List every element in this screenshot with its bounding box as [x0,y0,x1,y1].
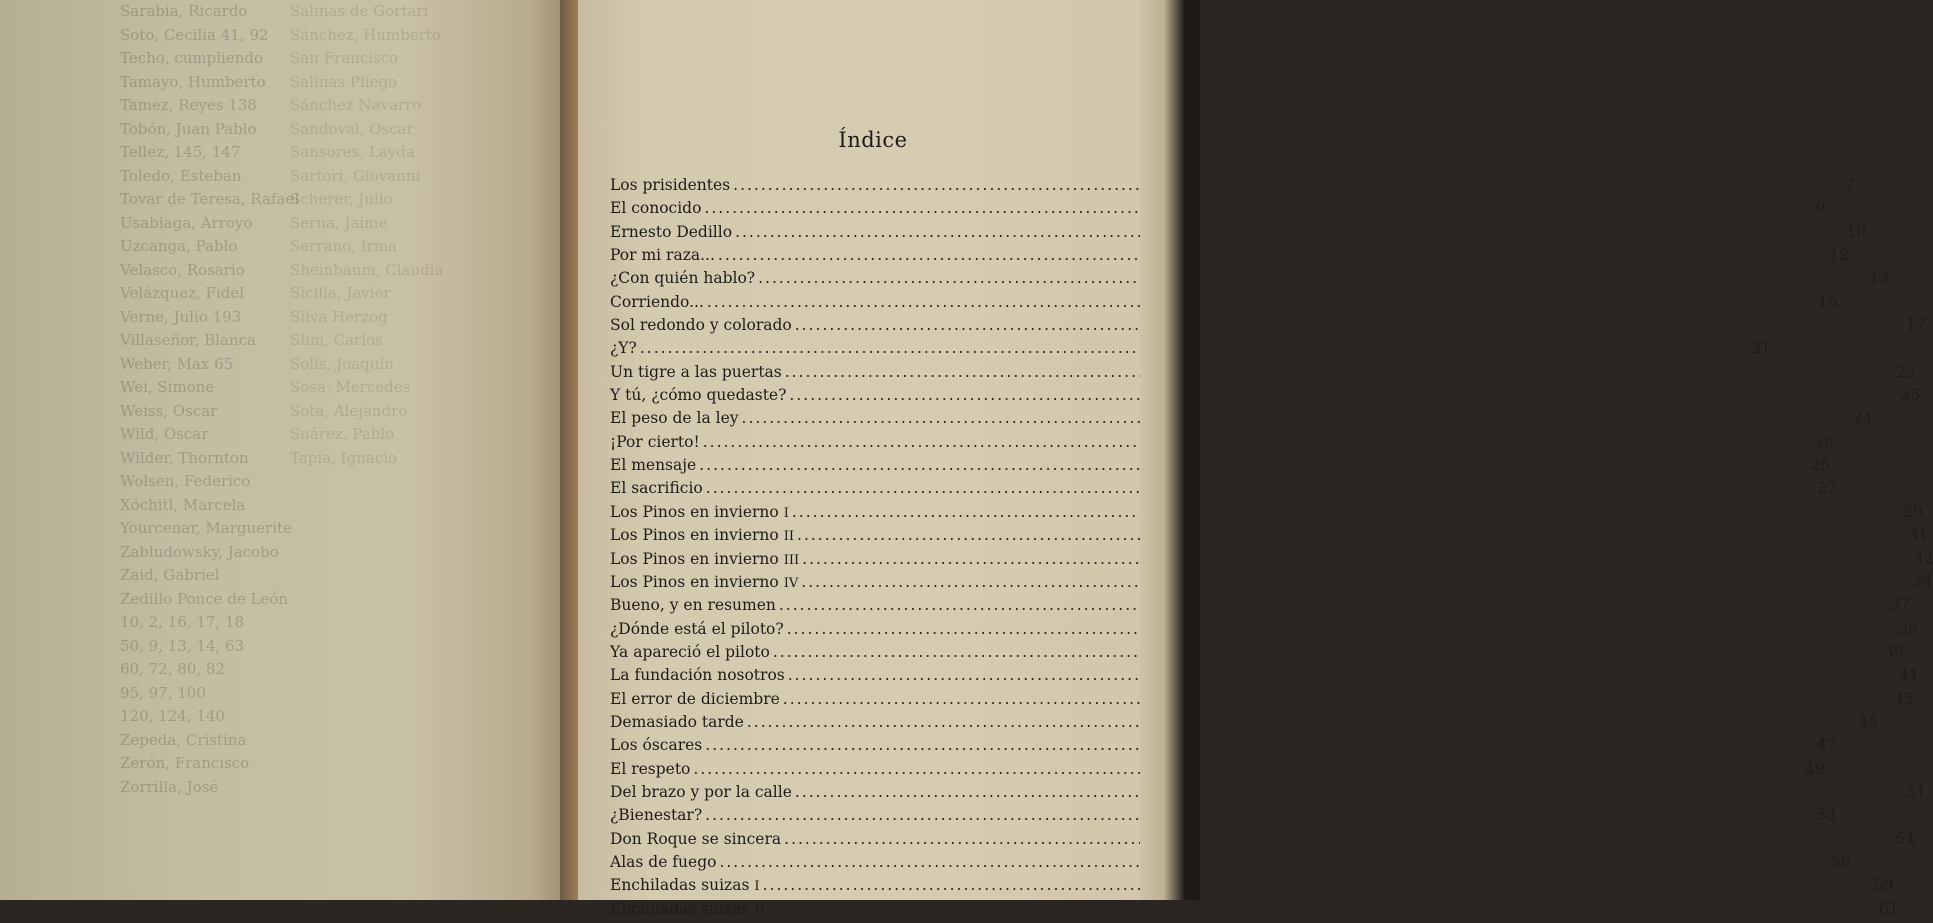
toc-dot-leader [763,876,1871,894]
index-line: Sandoval, Oscar [290,119,414,138]
index-line: Weber, Max 65 [120,354,234,373]
index-line: Wild, Oscar [120,425,209,443]
toc-page-number: 7 [1844,176,1855,194]
toc-entry-title: Los prisidentes [610,176,731,194]
toc-entry-title: ¡Por cierto! [610,432,700,451]
toc-entry [610,222,1867,246]
index-line: 120, 124, 140 [120,707,225,725]
toc-dot-leader [705,736,1813,754]
index-line: Scherer, Julio [290,190,393,208]
index-line: Slim, Carlos [290,331,383,349]
index-line: Zaid, Gabriel [120,566,220,584]
index-line: Xóchitl, Marcela [120,495,246,514]
toc-page-number: 23 [1900,386,1921,405]
index-line: Soto, Cecilia 41, 92 [120,25,269,44]
toc-page-number: 22 [1896,362,1916,381]
index-line: Sansores, Layda [290,143,415,161]
toc-entry-part-number: I [783,505,789,521]
index-line: 50, 9, 13, 14, 63 [120,636,245,655]
toc-dot-leader [784,830,1892,848]
toc-entry [610,852,1851,876]
toc-page-number: 38 [1898,619,1918,638]
toc-entry [610,712,1878,736]
toc-entry [610,572,1933,596]
toc-page-number: 53 [1816,806,1837,825]
toc-entry-title: El sacrificio [610,479,703,498]
toc-entry [610,829,1916,853]
index-line: Wilder, Thornton [120,448,249,467]
toc-entry [610,666,1919,689]
left-index-column-2 [290,0,443,470]
index-line: Sheinbaum, Claudia [290,260,444,279]
toc-dot-leader [779,596,1887,614]
toc-dot-leader [758,269,1866,287]
toc-entry-title: El error de diciembre [610,689,780,708]
toc-dot-leader [795,783,1903,801]
toc-entry-title: Ya apareció el piloto [610,642,770,661]
page-edge [1140,0,1200,900]
index-line: 95, 97, 100 [120,683,206,702]
index-line: Tellez, 145, 147 [120,143,241,161]
toc-dot-leader [742,409,1850,427]
index-line: 60, 72, 80, 82 [120,660,225,678]
toc-page-number: 41 [1899,666,1919,685]
toc-page-number: 26 [1810,456,1831,475]
toc-entry-title: El respeto [610,759,691,778]
index-line: Toledo, Esteban [120,166,242,185]
index-line: Yourcenar, Marguerite [120,519,292,537]
toc-entry [610,386,1921,409]
toc-dot-leader [789,386,1897,404]
index-line: Zedillo Ponce de León [120,589,289,608]
toc-entry-part-number: IV [783,575,799,591]
toc-page-number: 39 [1884,642,1904,661]
toc-entry-title: Los Pinos en invierno [610,549,779,568]
toc-entry [610,642,1904,666]
index-line: Sartori, Giovanni [290,166,421,185]
toc-entry [610,596,1910,619]
toc-entry-title: Don Roque se sincera [610,829,782,848]
toc-page-number: 34 [1912,572,1933,591]
toc-entry [610,736,1837,759]
toc-entry-title: ¿Y? [610,339,637,358]
toc-entry [610,456,1831,479]
toc-dot-leader [704,199,1812,217]
toc-entry-part-number: I [754,879,760,895]
toc-entry [610,759,1825,783]
index-line: Sánchez, Humberto [290,25,441,44]
toc-dot-leader [795,316,1903,334]
toc-page-number: 54 [1895,829,1916,848]
index-line: Zepeda, Cristina [120,730,247,749]
toc-entry-part-number: II [754,902,765,918]
toc-dot-leader [706,479,1814,497]
index-line: Uzcanga, Pablo [120,237,238,255]
index-line: Tobón, Juan Pablo [120,119,257,138]
toc-entry-title: La fundación nosotros [610,666,785,685]
toc-entry [610,176,1855,199]
toc-page-number: 47 [1816,736,1837,755]
toc-entry [610,502,1923,526]
toc-page-number: 13 [1869,269,1890,288]
toc-page-number: 43 [1894,689,1914,708]
toc-page-number: 24 [1852,409,1873,428]
toc-dot-leader [801,573,1909,591]
toc-entry [610,806,1837,829]
index-line: Sicilia, Javier [290,284,391,302]
index-line: Zorrilla, José [120,777,219,796]
toc-page-number: 37 [1890,596,1910,615]
toc-page-number: 59 [1873,876,1894,895]
toc-page-number: 49 [1804,759,1825,778]
toc-page-number: 32 [1913,549,1933,568]
index-line: Suárez, Pablo [290,425,395,443]
toc-dot-leader [705,806,1813,824]
right-page [578,0,1933,918]
toc-dot-leader [735,223,1843,241]
toc-entry-title: Los Pinos en invierno [610,572,779,591]
index-line: Sota, Alejandro [290,401,408,420]
toc-entry [610,899,1899,923]
toc-dot-leader [719,853,1827,871]
toc-dot-leader [773,643,1881,661]
toc-entry-title: Enchiladas suizas [610,899,750,918]
toc-entry [610,269,1890,292]
toc-page-number: 26 [1814,432,1834,451]
toc-page-number: 45 [1858,712,1878,731]
toc-dot-leader [693,760,1801,778]
toc-entry [610,199,1826,222]
toc-dot-leader [788,666,1896,684]
toc-entry-title: El conocido [610,199,702,218]
toc-dot-leader [733,176,1841,194]
toc-entry [610,246,1849,269]
index-line: Weiss, Oscar [120,401,218,420]
toc-list [610,176,1933,923]
toc-entry [610,316,1926,339]
toc-entry-title: Enchiladas suizas [610,876,750,895]
toc-entry-title: Corriendo... [610,292,704,311]
index-line: Sánchez Navarro [290,96,422,114]
toc-dot-leader [703,433,1811,451]
toc-page-number: 56 [1830,852,1851,871]
toc-dot-leader [699,456,1807,474]
index-line: 10, 2, 16, 17, 18 [120,613,245,631]
toc-page-number: 27 [1817,479,1837,498]
index-line: Tamayo, Humberto [120,72,266,91]
toc-entry-title: Demasiado tarde [610,712,744,731]
toc-entry [610,362,1916,386]
index-line: Wolsen, Federico [120,472,251,490]
toc-entry-title: Los Pinos en invierno [610,526,779,545]
toc-entry [610,526,1929,549]
toc-page-number: 21 [1751,339,1771,358]
toc-dot-leader [783,690,1891,708]
page-title: Índice [838,128,908,152]
toc-entry [610,876,1894,899]
toc-dot-leader [768,900,1876,918]
toc-entry [610,689,1914,713]
index-line: Velasco, Rosario [120,260,245,279]
toc-entry-title: Sol redondo y colorado [610,316,792,335]
toc-dot-leader [802,550,1910,568]
toc-entry [610,432,1834,456]
index-line: Salinas de Gortari [290,2,429,20]
toc-page-number: 51 [1906,782,1926,801]
toc-entry-title: El peso de la ley [610,409,739,428]
toc-entry-part-number: II [783,529,795,545]
toc-entry-title: Del brazo y por la calle [610,782,792,801]
toc-entry [610,619,1918,643]
toc-entry [610,292,1838,316]
toc-entry-title: El mensaje [610,456,697,475]
index-line: Usabiaga, Arroyo [120,213,253,232]
toc-page-number: 61 [1879,899,1899,918]
index-line: Velázquez, Fidel [120,284,245,302]
toc-entry-title: Un tigre a las puertas [610,362,782,381]
toc-dot-leader [792,503,1900,521]
toc-page-number: 29 [1903,502,1923,521]
index-line: Silva Herzog [290,307,388,326]
left-index-column-1 [120,0,299,799]
index-line: Serna, Jaime [290,213,388,232]
index-line: Sarabia, Ricardo [120,2,248,20]
toc-page-number: 15 [1818,292,1838,311]
toc-page-number: 31 [1908,526,1929,545]
index-line: Tapia, Ignacio [290,448,398,467]
toc-page-number: 12 [1829,246,1849,265]
toc-entry-title: Por mi raza... [610,246,715,265]
left-page [0,0,580,900]
index-line: Zerón, Francisco [120,754,250,772]
toc-entry [610,479,1837,502]
index-line: Villaseñor, Blanca [120,331,256,349]
index-line: Tamez, Reyes 138 [120,96,257,114]
toc-entry [610,782,1926,806]
toc-entry-title: Los óscares [610,736,703,755]
toc-entry-title: Ernesto Dedillo [610,222,733,241]
index-line: Serrano, Irma [290,237,397,255]
toc-entry-title: ¿Dónde está el piloto? [610,619,784,638]
toc-dot-leader [747,713,1855,731]
toc-page-number: 17 [1906,316,1926,335]
toc-entry-part-number: III [783,552,800,568]
index-line: Sosa, Mercedes [290,378,411,396]
toc-entry [610,409,1873,432]
index-line: San Francisco [290,49,399,67]
toc-entry-title: Bueno, y en resumen [610,596,776,615]
index-line: Verne, Julio 193 [120,307,242,326]
toc-entry-title: Y tú, ¿cómo quedaste? [610,386,787,405]
index-line: Solís, Joaquín [290,354,394,373]
toc-entry-title: Alas de fuego [610,852,717,871]
index-line: Zabludowsky, Jacobo [120,542,279,561]
toc-entry [610,339,1771,362]
toc-dot-leader [718,246,1826,264]
toc-dot-leader [787,620,1895,638]
toc-entry-title: Los Pinos en invierno [610,502,779,521]
toc-entry-title: ¿Con quién hablo? [610,269,756,288]
toc-dot-leader [707,293,1815,311]
index-line: Salinas Pliego [290,72,398,91]
index-line: Techo, cumpliendo [120,49,263,67]
toc-page-number: 9 [1815,199,1826,218]
toc-entry [610,549,1933,573]
toc-page-number: 10 [1846,222,1867,241]
toc-dot-leader [785,363,1893,381]
toc-entry-title: ¿Bienestar? [610,806,703,825]
index-line: Tovar de Teresa, Rafael [120,190,300,208]
toc-dot-leader [797,526,1905,544]
index-line: Wei, Simone [120,378,215,396]
